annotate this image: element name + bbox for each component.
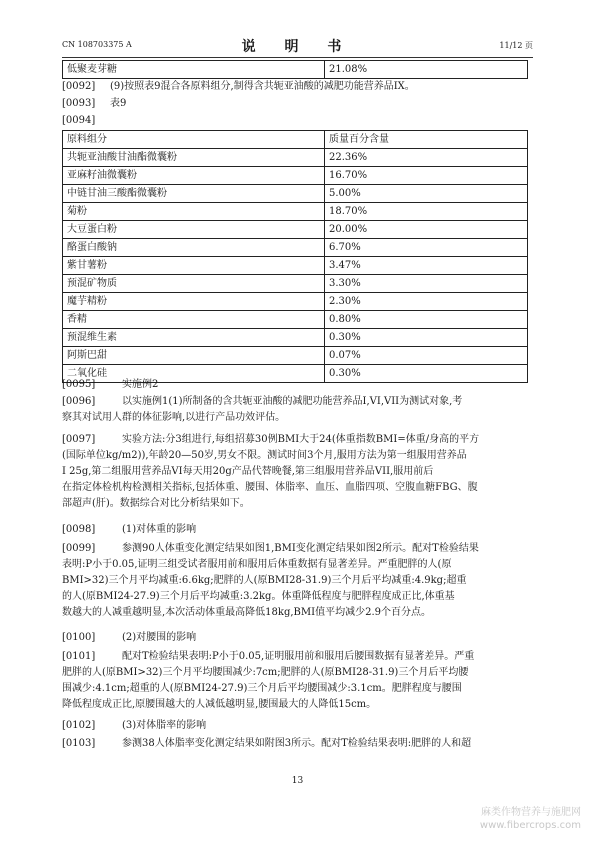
paragraph-tag: [0093] xyxy=(62,98,96,109)
table-row xyxy=(63,149,528,167)
paragraph-tag: [0096] xyxy=(62,396,96,407)
percentage-cell: 0.07% xyxy=(325,347,528,365)
ingredient-cell: 共轭亚油酸甘油酯微囊粉 xyxy=(63,149,325,167)
paragraph-line: 表明:P小于0.05,证明三组受试者服用前和服用后体重数据有显著差异。严重肥胖的人(原 xyxy=(62,559,452,570)
paragraph-tag: [0101] xyxy=(62,651,96,662)
paragraph-tag: [0097] xyxy=(62,434,96,445)
ingredient-cell: 酪蛋白酸钠 xyxy=(63,239,325,257)
ingredient-cell: 二氧化硅 xyxy=(63,365,325,383)
percentage-cell: 18.70% xyxy=(325,203,528,221)
ingredient-cell: 紫甘薯粉 xyxy=(63,257,325,275)
page-number: 13 xyxy=(291,776,304,786)
percentage-cell: 5.00% xyxy=(325,185,528,203)
table-row xyxy=(63,257,528,275)
percentage-cell: 21.08% xyxy=(325,61,528,79)
table-row xyxy=(63,203,528,221)
paragraph-tag: [0102] xyxy=(62,720,96,731)
column-header-ingredient: 原料组分 xyxy=(63,131,325,149)
paragraph-tag: [0098] xyxy=(62,524,96,535)
table-row xyxy=(63,185,528,203)
ingredient-cell: 中链甘油三酸酯微囊粉 xyxy=(63,185,325,203)
subsection-heading: (3)对体脂率的影响 xyxy=(122,720,207,731)
percentage-cell: 0.30% xyxy=(325,329,528,347)
ingredient-cell: 大豆蛋白粉 xyxy=(63,221,325,239)
paragraph-0094 xyxy=(62,113,528,129)
ingredient-cell: 亚麻籽油微囊粉 xyxy=(63,167,325,185)
paragraph-tag: [0094] xyxy=(62,115,96,126)
paragraph-0097 xyxy=(62,432,528,512)
paragraph-line: 参测90人体重变化测定结果如图1,BMI变化测定结果如图2所示。配对T检验结果 xyxy=(122,543,479,554)
paragraph-0103 xyxy=(62,736,528,752)
paragraph-line: 实验方法:分3组进行,每组招募30例BMI大于24(体重指数BMI=体重/身高的平方 xyxy=(122,434,480,445)
ingredient-cell: 魔芋精粉 xyxy=(63,293,325,311)
watermark-url: www.fibercrops.com xyxy=(479,820,581,831)
section-heading: 实施例2 xyxy=(122,379,159,390)
percentage-cell: 0.80% xyxy=(325,311,528,329)
patent-number: CN 108703375 A xyxy=(62,40,132,49)
table-row xyxy=(63,221,528,239)
paragraph-0092 xyxy=(62,79,528,95)
paragraph-line: 的人(原BMI24-27.9)三个月后平均减重:3.2kg。体重降低程度与肥胖程度成正比,体重基 xyxy=(62,591,455,602)
document-title: 说 明 书 xyxy=(241,39,354,55)
paragraph-0102 xyxy=(62,718,528,734)
ingredient-cell: 预混维生素 xyxy=(63,329,325,347)
table-row xyxy=(63,293,528,311)
table-row xyxy=(63,347,528,365)
paragraph-tag: [0092] xyxy=(62,81,96,92)
paragraph-text: (9)按照表9混合各原料组分,制得含共轭亚油酸的减肥功能营养品IX。 xyxy=(110,81,415,92)
paragraph-line: 参测38人体脂率变化测定结果如附图3所示。配对T检验结果表明:肥胖的人和超 xyxy=(122,738,472,749)
ingredient-cell: 阿斯巴甜 xyxy=(63,347,325,365)
percentage-cell: 16.70% xyxy=(325,167,528,185)
paragraph-0095 xyxy=(62,377,528,393)
formulation-table xyxy=(62,130,528,383)
subsection-heading: (1)对体重的影响 xyxy=(122,524,197,535)
watermark-site-name: 麻类作物营养与施肥网 xyxy=(481,807,581,818)
percentage-cell: 3.30% xyxy=(325,275,528,293)
paragraph-line: 察其对试用人群的体征影响,以进行产品功效评估。 xyxy=(62,412,286,423)
paragraph-0096 xyxy=(62,394,528,426)
paragraph-0099 xyxy=(62,541,528,621)
page-indicator: 11/12 页 xyxy=(499,41,533,50)
table-row xyxy=(63,311,528,329)
continuation-table xyxy=(62,60,528,79)
paragraph-line: 配对T检验结果表明:P小于0.05,证明服用前和服用后腰围数据有显著差异。严重 xyxy=(122,651,475,662)
subsection-heading: (2)对腰围的影响 xyxy=(122,632,197,643)
header-rule xyxy=(62,57,533,58)
paragraph-0100 xyxy=(62,630,528,646)
paragraph-tag: [0099] xyxy=(62,543,96,554)
paragraph-line: 降低程度成正比,原腰围越大的人减低越明显,腰围最大的人降低15cm。 xyxy=(62,699,377,710)
paragraph-line: 在指定体检机构检测相关指标,包括体重、腰围、体脂率、血压、血脂四项、空腹血糖FBG、腹 xyxy=(62,482,478,493)
table-row xyxy=(63,239,528,257)
table-row xyxy=(63,167,528,185)
percentage-cell: 20.00% xyxy=(325,221,528,239)
paragraph-0093 xyxy=(62,96,528,112)
ingredient-cell: 低聚麦芽糖 xyxy=(63,61,325,79)
column-header-percentage: 质量百分含量 xyxy=(325,131,528,149)
table-row xyxy=(63,329,528,347)
ingredient-cell: 预混矿物质 xyxy=(63,275,325,293)
watermark xyxy=(480,806,581,832)
table-row xyxy=(63,61,528,79)
paragraph-line: 以实施例1(1)所制备的含共轭亚油酸的减肥功能营养品I,VI,VII为测试对象,考 xyxy=(122,396,463,407)
paragraph-line: I 25g,第二组服用营养品VI每天用20g产品代替晚餐,第三组服用营养品VII,服用前后 xyxy=(62,466,434,477)
percentage-cell: 3.47% xyxy=(325,257,528,275)
paragraph-tag: [0103] xyxy=(62,738,96,749)
table-caption: 表9 xyxy=(110,98,127,109)
paragraph-line: 部超声(肝)。数据综合对比分析结果如下。 xyxy=(62,498,250,509)
percentage-cell: 6.70% xyxy=(325,239,528,257)
percentage-cell: 22.36% xyxy=(325,149,528,167)
paragraph-line: 肥胖的人(原BMI>32)三个月平均腰围减少:7cm;肥胖的人(原BMI28-31.9)三个月后平均腰 xyxy=(62,667,469,678)
percentage-cell: 2.30% xyxy=(325,293,528,311)
paragraph-tag: [0095] xyxy=(62,379,96,390)
percentage-cell: 0.30% xyxy=(325,365,528,383)
page-header xyxy=(62,36,533,58)
paragraph-tag: [0100] xyxy=(62,632,96,643)
ingredient-cell: 香精 xyxy=(63,311,325,329)
table-row xyxy=(63,275,528,293)
paragraph-0101 xyxy=(62,649,528,713)
paragraph-0098 xyxy=(62,522,528,538)
table-header-row xyxy=(63,131,528,149)
paragraph-line: 数越大的人减重越明显,本次活动体重最高降低18kg,BMI值平均减少2.9个百分点。 xyxy=(62,607,431,618)
paragraph-line: 围减少:4.1cm;超重的人(原BMI24-27.9)三个月后平均腰围减少:3.1cm。肥胖程度与腰围 xyxy=(62,683,462,694)
paragraph-line: (国际单位kg/m2)),年龄20—50岁,男女不限。测试时间3个月,服用方法为第一组服用营养品 xyxy=(62,450,467,461)
paragraph-line: BMI>32)三个月平均减重:6.6kg;肥胖的人(原BMI28-31.9)三个月后平均减重:4.9kg;超重 xyxy=(62,575,467,586)
ingredient-cell: 菊粉 xyxy=(63,203,325,221)
